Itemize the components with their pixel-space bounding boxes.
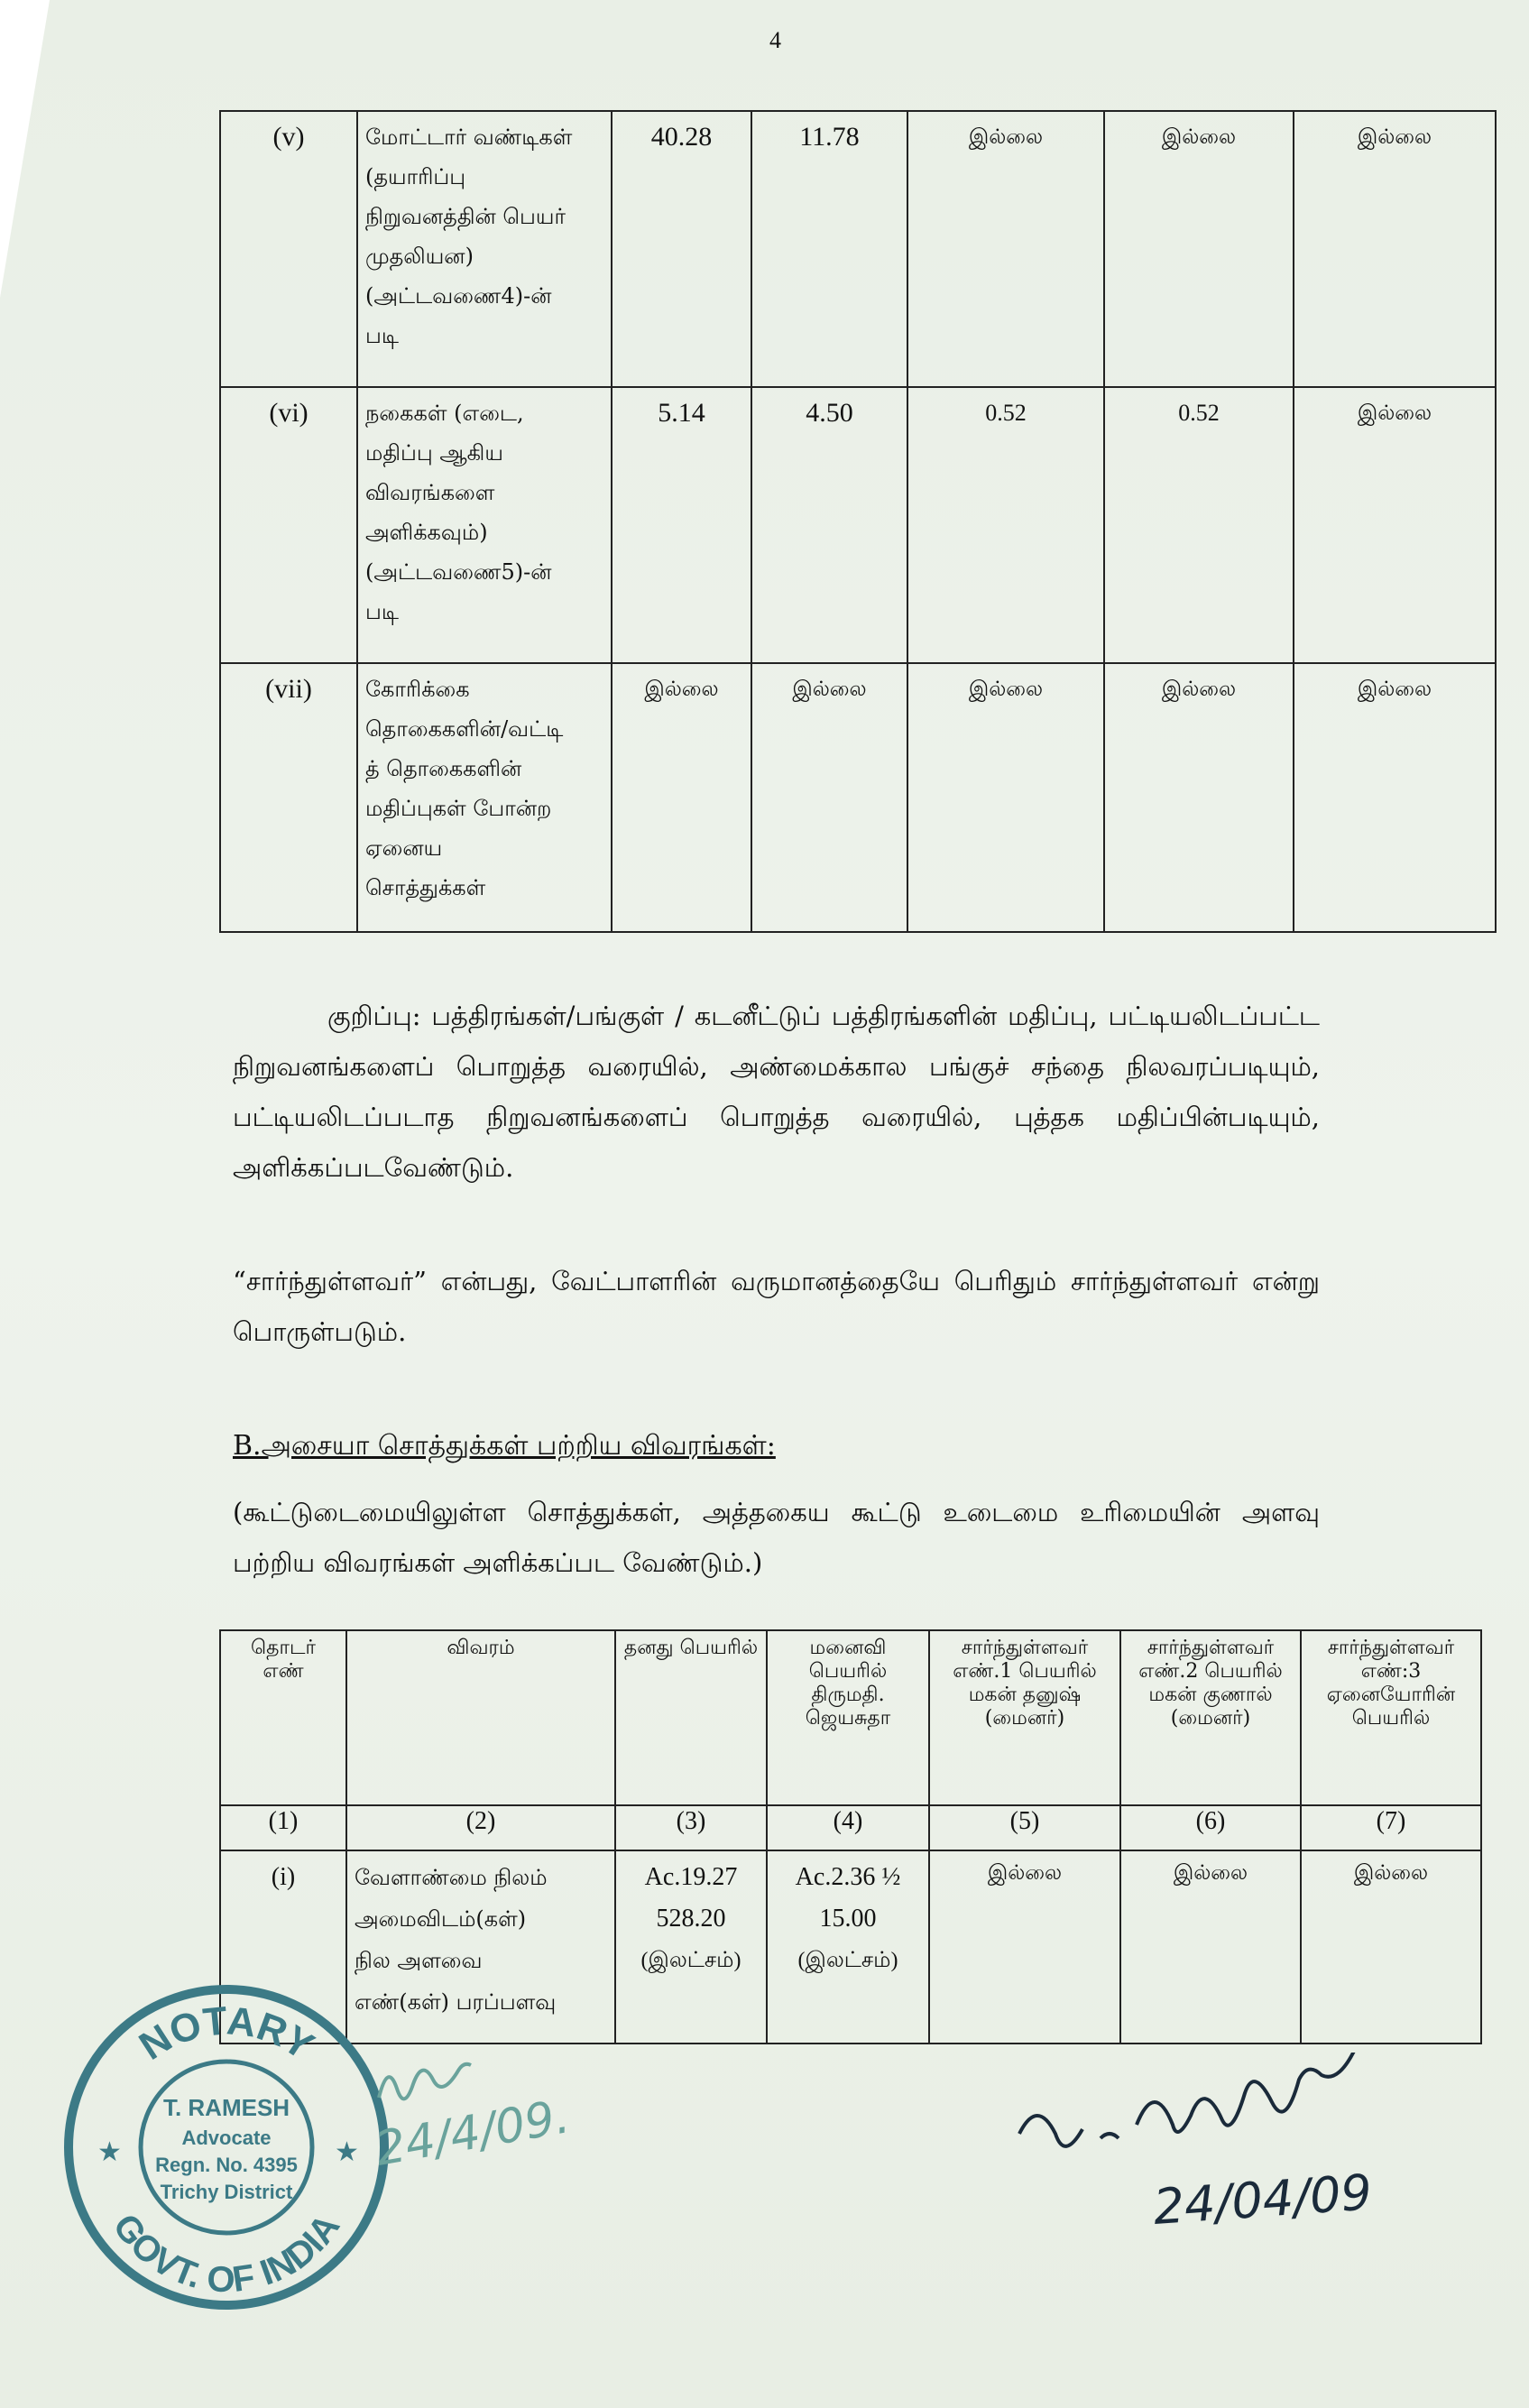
cell-dependent-1: இல்லை <box>929 1850 1120 2044</box>
row-index: (i) <box>220 1850 346 2044</box>
svg-text:NOTARY <box>132 1998 321 2069</box>
cell-dependent-1: இல்லை <box>907 663 1104 932</box>
immovable-assets-table <box>219 1629 1482 2044</box>
cell-dependent-2: இல்லை <box>1104 111 1294 387</box>
notary-stamp <box>60 1980 393 2314</box>
cell-spouse: 4.50 <box>751 387 907 663</box>
star-icon: ★ <box>335 2136 359 2168</box>
column-number: (1) <box>220 1805 346 1850</box>
cell-self: Ac.19.27 528.20 (இலட்சம்) <box>615 1850 767 2044</box>
page-number: 4 <box>769 27 781 53</box>
candidate-date: 24/04/09 <box>1151 2164 1374 2236</box>
cell-self: 40.28 <box>612 111 751 387</box>
notary-date: 24/4/09. <box>371 2090 574 2177</box>
column-number: (7) <box>1301 1805 1481 1850</box>
note-dependent-definition: “சார்ந்துள்ளவர்” என்பது, வேட்பாளரின் வருமானத்தையே பெரிதும் சார்ந்துள்ளவர் என்று பொருள்படும். <box>233 1266 1320 1347</box>
header-serial: தொடர் எண் <box>220 1630 346 1805</box>
table-row <box>220 663 1496 932</box>
cell-dependent-3: இல்லை <box>1301 1850 1481 2044</box>
cell-dependent-3: இல்லை <box>1294 387 1496 663</box>
cell-spouse: இல்லை <box>751 663 907 932</box>
stamp-bottom-text: GOVT. OF INDIA <box>105 2207 348 2301</box>
candidate-signature <box>1001 2053 1470 2251</box>
row-index: (vi) <box>220 387 357 663</box>
column-number: (6) <box>1120 1805 1301 1850</box>
stamp-title: Advocate <box>181 2127 272 2149</box>
row-index: (vii) <box>220 663 357 932</box>
stamp-top-text: NOTARY <box>131 1998 322 2069</box>
stamp-name: T. RAMESH <box>162 2094 290 2121</box>
note-valuation: குறிப்பு: பத்திரங்கள்/பங்குள் / கடனீட்டுப் பத்திரங்களின் மதிப்பு, பட்டியலிடப்பட்ட நிறுவனங்களைப் பொறுத்த வரையில், அண்மைக்கால பங்குச் சந்தை நிலவரப்படியும், பட்டியலிடப்படாத நிறுவனங்களைப் பொறுத்த வரையில், புத்தக மதிப்பின்படியும், அளிக்கப்படவேண்டும். <box>233 1001 1320 1183</box>
header-self: தனது பெயரில் <box>615 1630 767 1805</box>
row-description: வேளாண்மை நிலம் அமைவிடம்(கள்) நில அளவை எண்(கள்) பரப்பளவு <box>346 1850 615 2044</box>
cell-spouse: Ac.2.36 ½ 15.00 (இலட்சம்) <box>767 1850 929 2044</box>
cell-spouse: 11.78 <box>751 111 907 387</box>
column-number: (2) <box>346 1805 615 1850</box>
table-row <box>220 1850 1481 2044</box>
header-dependent-2: சார்ந்துள்ளவர் எண்.2 பெயரில் மகன் குணால் (மைனர்) <box>1120 1630 1301 1805</box>
section-heading: B.அசையா சொத்துக்கள் பற்றிய விவரங்கள்: <box>233 1430 776 1462</box>
cell-dependent-3: இல்லை <box>1294 111 1496 387</box>
table-row <box>220 111 1496 387</box>
cell-dependent-1: இல்லை <box>907 111 1104 387</box>
row-description: மோட்டார் வண்டிகள் (தயாரிப்பு நிறுவனத்தின் பெயர் முதலியன) (அட்டவணை4)-ன் படி <box>357 111 612 387</box>
row-index: (v) <box>220 111 357 387</box>
cell-self: இல்லை <box>612 663 751 932</box>
cell-dependent-3: இல்லை <box>1294 663 1496 932</box>
column-number-row <box>220 1805 1481 1850</box>
row-description: கோரிக்கை தொகைகளின்/வட்டி த் தொகைகளின் மதிப்புகள் போன்ற ஏனைய சொத்துக்கள் <box>357 663 612 932</box>
page-fold <box>0 0 50 298</box>
column-number: (3) <box>615 1805 767 1850</box>
column-number: (4) <box>767 1805 929 1850</box>
header-dependent-1: சார்ந்துள்ளவர் எண்.1 பெயரில் மகன் தனுஷ் (மைனர்) <box>929 1630 1120 1805</box>
star-icon: ★ <box>97 2136 122 2168</box>
cell-dependent-2: 0.52 <box>1104 387 1294 663</box>
header-details: விவரம் <box>346 1630 615 1805</box>
table-header-row <box>220 1630 1481 1805</box>
header-spouse: மனைவி பெயரில் திருமதி. ஜெயசுதா <box>767 1630 929 1805</box>
table-row <box>220 387 1496 663</box>
cell-self: 5.14 <box>612 387 751 663</box>
stamp-district: Trichy District <box>160 2181 293 2203</box>
assets-table-continued <box>219 110 1497 933</box>
cell-dependent-2: இல்லை <box>1104 663 1294 932</box>
column-number: (5) <box>929 1805 1120 1850</box>
stamp-registration: Regn. No. 4395 <box>155 2154 298 2176</box>
row-description: நகைகள் (எடை, மதிப்பு ஆகிய விவரங்களை அளிக்கவும்) (அட்டவணை5)-ன் படி <box>357 387 612 663</box>
cell-dependent-1: 0.52 <box>907 387 1104 663</box>
svg-text:GOVT. OF INDIA <box>106 2207 348 2300</box>
cell-dependent-2: இல்லை <box>1120 1850 1301 2044</box>
header-dependent-3: சார்ந்துள்ளவர் எண்:3 ஏனையோரின் பெயரில் <box>1301 1630 1481 1805</box>
note-joint-ownership: (கூட்டுடைமையிலுள்ள சொத்துக்கள், அத்தகைய கூட்டு உடைமை உரிமையின் அளவு பற்றிய விவரங்கள் அளிக்கப்பட வேண்டும்.) <box>233 1497 1320 1578</box>
notary-signature <box>361 2034 686 2188</box>
